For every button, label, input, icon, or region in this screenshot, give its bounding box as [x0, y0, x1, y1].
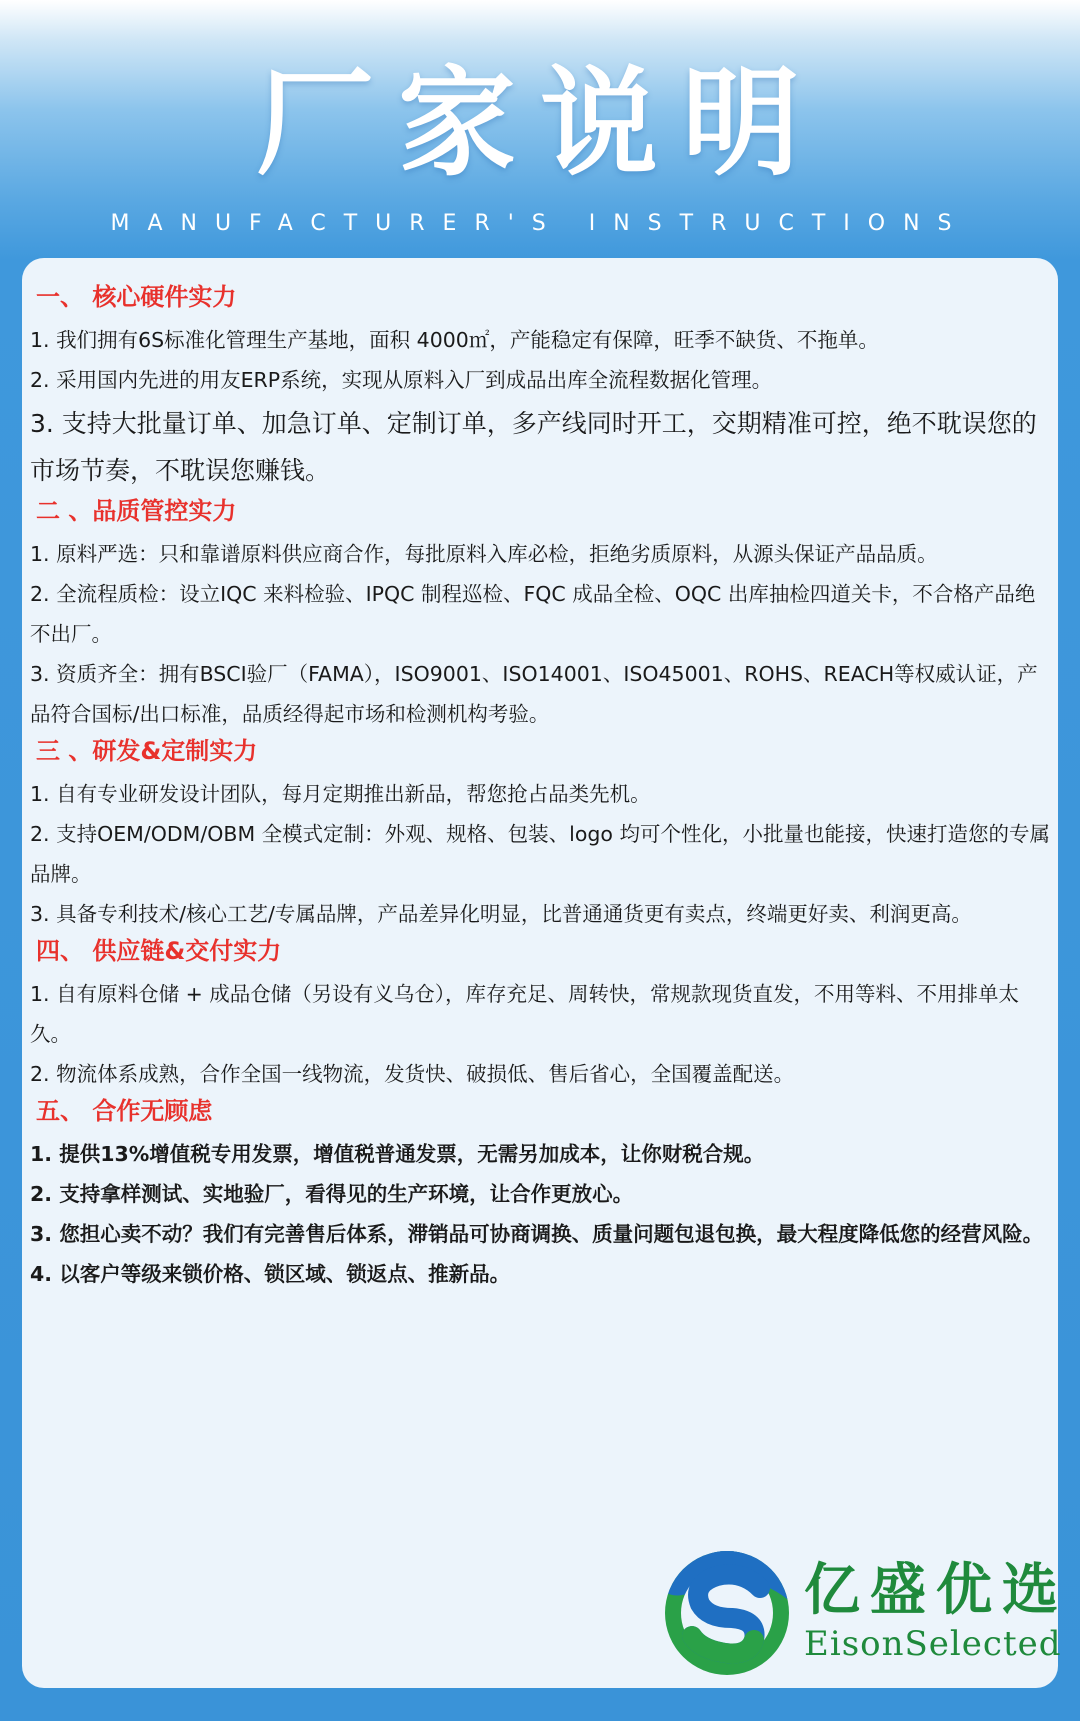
- section-item: 2. 全流程质检：设立IQC 来料检验、IPQC 制程巡检、FQC 成品全检、OQC 出库抽检四道关卡，不合格产品绝不出厂。: [30, 582, 1036, 646]
- section-title: 二 、品质管控实力: [36, 497, 237, 525]
- section-item: 3. 支持大批量订单、加急订单、定制订单，多产线同时开工，交期精准可控，绝不耽误您的市场节奏，不耽误您赚钱。: [30, 409, 1037, 485]
- section-item: 4. 以客户等级来锁价格、锁区域、锁返点、推新品。: [30, 1262, 511, 1286]
- section-quality: [30, 494, 1050, 734]
- page-header: [0, 0, 1080, 255]
- section-item: 3. 您担心卖不动？我们有完善售后体系，滞销品可协商调换、质量问题包退包换，最大程度降低您的经营风险。: [30, 1222, 1044, 1246]
- section-item: 1. 自有原料仓储 + 成品仓储（另设有义乌仓），库存充足、周转快，常规款现货直发，不用等料、不用排单太久。: [30, 982, 1020, 1046]
- brand-name-en: EisonSelected: [804, 1624, 1062, 1664]
- instructions-content: [30, 280, 1050, 1294]
- section-title: 一、 核心硬件实力: [36, 283, 237, 311]
- section-item: 2. 采用国内先进的用友ERP系统，实现从原料入厂到成品出库全流程数据化管理。: [30, 368, 773, 392]
- section-item: 2. 物流体系成熟，合作全国一线物流，发货快、破损低、售后省心，全国覆盖配送。: [30, 1062, 795, 1086]
- section-item: 3. 资质齐全：拥有BSCI验厂（FAMA），ISO9001、ISO14001、ISO45001、ROHS、REACH等权威认证，产品符合国标/出口标准，品质经得起市场和检测机构考验。: [30, 662, 1038, 726]
- section-item: 1. 自有专业研发设计团队，每月定期推出新品，帮您抢占品类先机。: [30, 782, 651, 806]
- section-item: 2. 支持OEM/ODM/OBM 全模式定制：外观、规格、包装、logo 均可个性化，小批量也能接，快速打造您的专属品牌。: [30, 822, 1050, 886]
- section-item: 3. 具备专利技术/核心工艺/专属品牌，产品差异化明显，比普通通货更有卖点，终端更好卖、利润更高。: [30, 902, 972, 926]
- instructions-card: [22, 258, 1068, 1688]
- page-title: 厂家说明: [255, 54, 824, 192]
- section-title: 四、 供应链&交付实力: [36, 937, 282, 965]
- section-supply-chain: [30, 934, 1050, 1094]
- page-subtitle: MANUFACTURER'S INSTRUCTIONS: [110, 211, 970, 236]
- section-title: 五、 合作无顾虑: [36, 1097, 213, 1125]
- section-item: 1. 原料严选：只和靠谱原料供应商合作，每批原料入库必检，拒绝劣质原料，从源头保证产品品质。: [30, 542, 938, 566]
- section-cooperation: [30, 1094, 1050, 1294]
- section-item: 1. 提供13%增值税专用发票，增值税普通发票，无需另加成本，让你财税合规。: [30, 1142, 765, 1166]
- section-hardware: [30, 280, 1050, 494]
- section-title: 三 、研发&定制实力: [36, 737, 258, 765]
- section-item: 2. 支持拿样测试、实地验厂，看得见的生产环境，让合作更放心。: [30, 1182, 634, 1206]
- brand-name-cn: 亿盛优选: [804, 1557, 1068, 1623]
- section-rnd: [30, 734, 1050, 934]
- section-item: 1. 我们拥有6S标准化管理生产基地，面积 4000㎡，产能稳定有保障，旺季不缺货、不拖单。: [30, 328, 879, 352]
